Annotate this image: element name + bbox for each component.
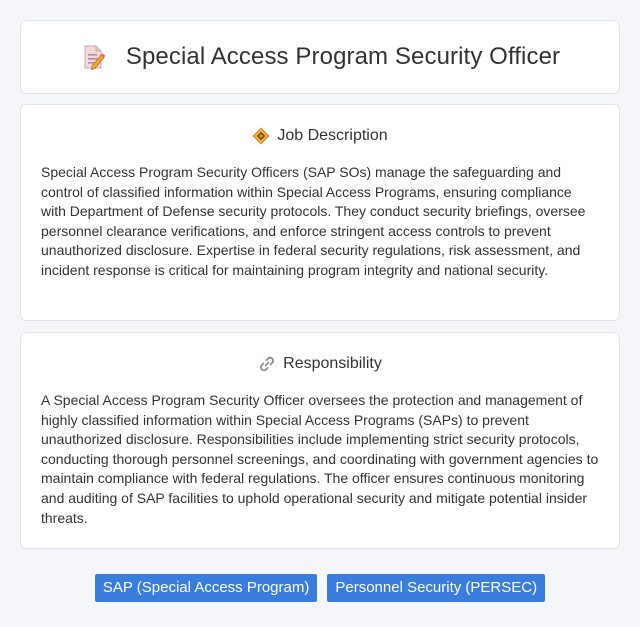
title-row [21,21,619,93]
tag-sap[interactable]: SAP (Special Access Program) [95,574,317,602]
job-description-text: Special Access Program Security Officers (SAP SOs) manage the safeguarding and control of classified information within Special Access Programs, ensuring compliance with Department of Defense security protocols. They conduct security briefings, oversee personnel clearance verifications, and enforce stringent access controls to prevent unauthorized disclosure. Expertise in federal security regulations, risk assessment, and incident response is critical for maintaining program integrity and national security. [41,164,586,278]
responsibility-text: A Special Access Program Security Officer oversees the protection and management of highly classified information within Special Access Programs (SAPs) to prevent unauthorized disclosure. Responsibilities include implementing strict security protocols, conducting thorough personnel screenings, and coordinating with government agencies to maintain compliance with federal regulations. The officer ensures continuous monitoring and auditing of SAP facilities to uphold operational security and mitigate potential insider threats. [41,392,599,526]
responsibility-card [20,332,620,549]
job-description-header [21,126,619,146]
link-icon [258,355,276,373]
document-edit-icon [80,44,106,70]
diamond-badge-icon [252,127,270,145]
responsibility-heading: Responsibility [283,355,382,372]
title-card [20,20,620,94]
page-title: Special Access Program Security Officer [125,43,561,70]
job-description-heading: Job Description [277,127,388,144]
job-description-card [20,104,620,321]
tag-persec[interactable]: Personnel Security (PERSEC) [327,574,545,602]
responsibility-header [21,354,619,374]
tag-list [0,574,640,602]
